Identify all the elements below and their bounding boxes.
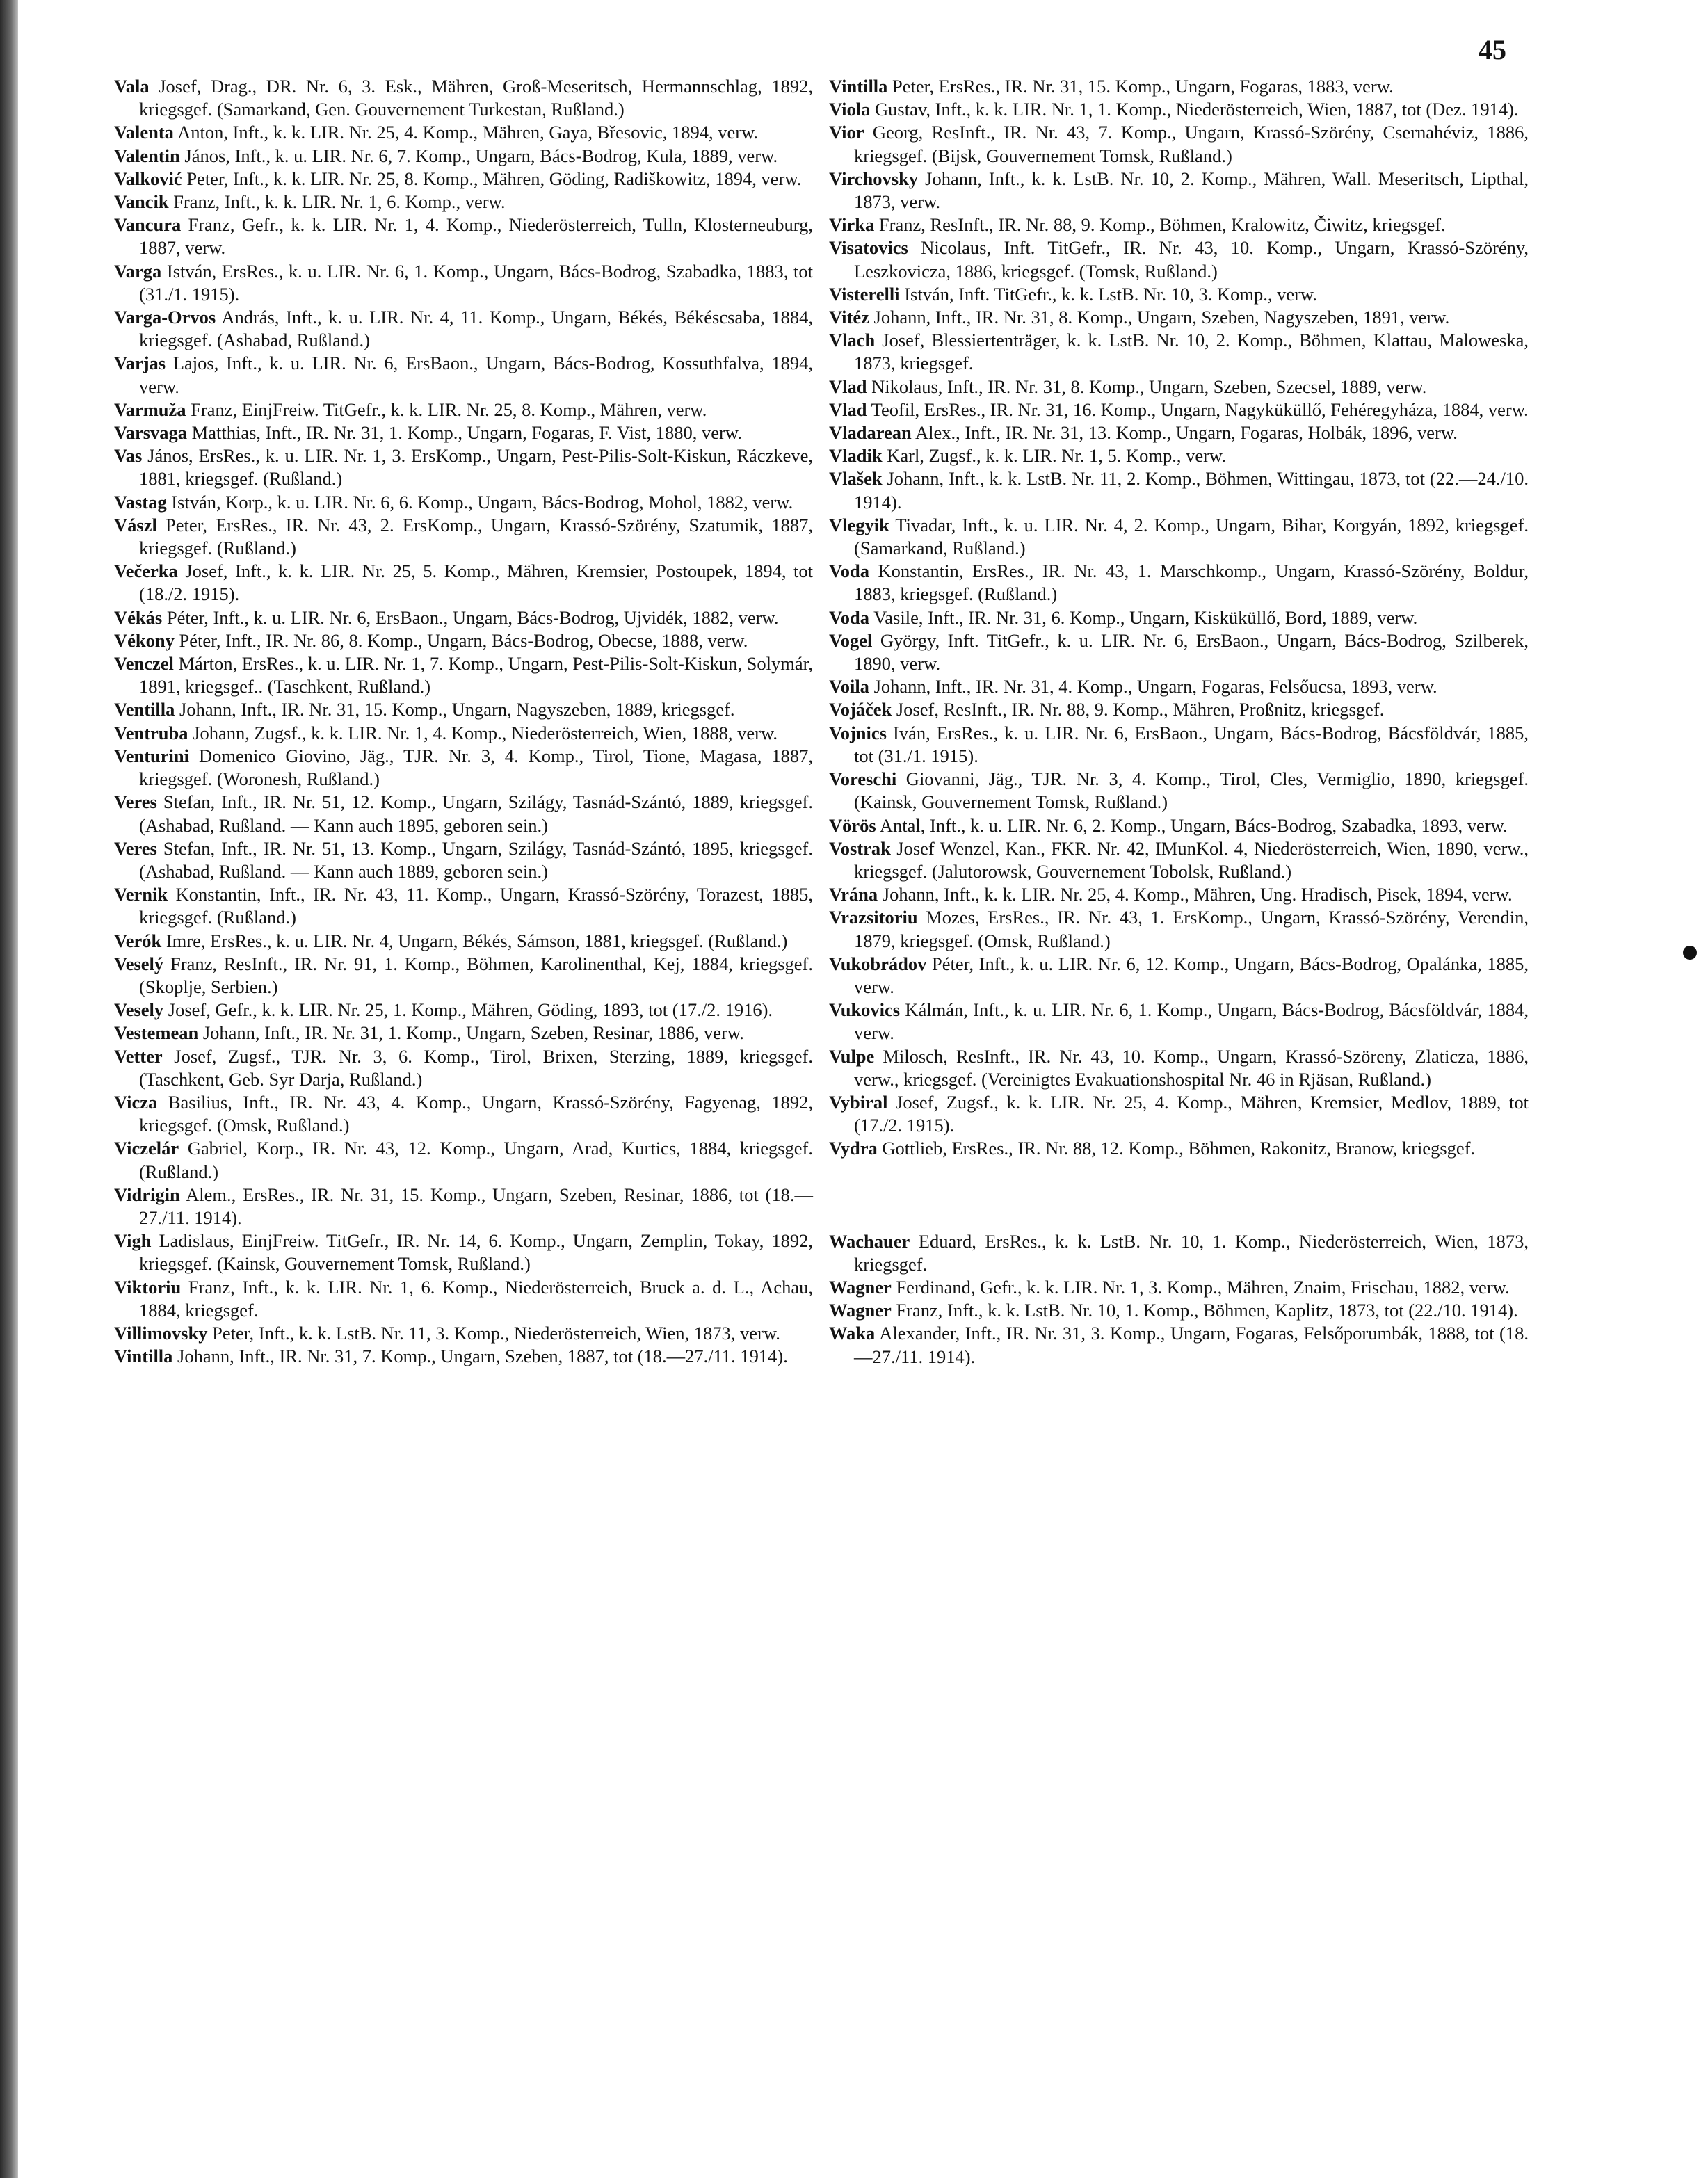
entry-details: Lajos, Inft., k. u. LIR. Nr. 6, ErsBaon., Ungarn, Bács-Bodrog, Kossuthfalva, 1894, verw. xyxy=(139,353,813,397)
register-entry xyxy=(114,121,813,144)
entry-details: István, ErsRes., k. u. LIR. Nr. 6, 1. Komp., Ungarn, Bács-Bodrog, Szabadka, 1883, tot (31./1. 1915). xyxy=(139,260,813,305)
register-entry xyxy=(829,329,1529,375)
entry-surname: Vékony xyxy=(114,629,175,651)
register-entry xyxy=(114,1045,813,1091)
entry-surname: Vidrigin xyxy=(114,1184,180,1205)
entry-details: Josef, Drag., DR. Nr. 6, 3. Esk., Mähren, Groß-Meseritsch, Hermannschlag, 1892, kriegsgef. (Samarkand, Gen. Gouvernement Turkestan, Rußland.) xyxy=(139,76,813,120)
right-column-w-entries xyxy=(829,1230,1529,1369)
register-entry xyxy=(114,306,813,352)
register-entry xyxy=(114,145,813,168)
entry-surname: Vojnics xyxy=(829,722,887,743)
entry-surname: Virka xyxy=(829,214,875,236)
entry-surname: Vörös xyxy=(829,814,876,836)
entry-surname: Vesely xyxy=(114,999,164,1021)
margin-dot xyxy=(1683,946,1697,960)
entry-surname: Venturini xyxy=(114,745,189,766)
entry-surname: Viola xyxy=(829,99,871,120)
left-column xyxy=(114,75,813,1368)
register-entry xyxy=(114,444,813,490)
entry-surname: Vlegyik xyxy=(829,514,889,535)
entry-details: Franz, ResInft., IR. Nr. 88, 9. Komp., Böhmen, Kralowitz, Čiwitz, kriegsgef. xyxy=(874,214,1446,236)
entry-surname: Vydra xyxy=(829,1138,878,1159)
entry-surname: Vior xyxy=(829,122,864,143)
entry-details: Giovanni, Jäg., TJR. Nr. 3, 4. Komp., Tirol, Cles, Vermiglio, 1890, kriegsgef. (Kainsk, Gouvernement Tomsk, Rußland.) xyxy=(854,768,1529,813)
register-entry xyxy=(114,1137,813,1183)
entry-surname: Vrazsitoriu xyxy=(829,907,918,928)
entry-surname: Ventruba xyxy=(114,722,188,743)
entry-surname: Voda xyxy=(829,606,869,628)
register-entry xyxy=(114,1229,813,1275)
entry-surname: Veres xyxy=(114,837,157,859)
register-entry xyxy=(829,421,1529,444)
entry-details: Anton, Inft., k. k. LIR. Nr. 25, 4. Komp., Mähren, Gaya, Břesovic, 1894, verw. xyxy=(173,122,759,143)
entry-surname: Veselý xyxy=(114,953,164,974)
register-entry xyxy=(114,629,813,652)
entry-details: Franz, Inft., k. k. LstB. Nr. 10, 1. Komp., Böhmen, Kaplitz, 1873, tot (22./10. 1914). xyxy=(891,1300,1518,1321)
register-entry xyxy=(114,1345,813,1368)
entry-details: Ladislaus, EinjFreiw. TitGefr., IR. Nr. 14, 6. Komp., Ungarn, Zemplin, Tokay, 1892, kriegsgef. (Kainsk, Gouvernement Tomsk, Rußland.) xyxy=(139,1230,813,1275)
entry-surname: Vogel xyxy=(829,629,873,651)
entry-details: Johann, Inft., k. k. LstB. Nr. 10, 2. Komp., Mähren, Wall. Meseritsch, Lipthal, 1873, verw. xyxy=(854,168,1529,213)
scan-edge-shadow xyxy=(0,0,18,2178)
register-entry xyxy=(114,745,813,791)
register-entry xyxy=(829,376,1529,398)
register-entry xyxy=(114,698,813,721)
entry-details: Johann, Inft., IR. Nr. 31, 8. Komp., Ungarn, Szeben, Nagyszeben, 1891, verw. xyxy=(869,307,1450,328)
entry-details: Stefan, Inft., IR. Nr. 51, 12. Komp., Ungarn, Szilágy, Tasnád-Szántó, 1889, kriegsgef. (Ashabad, Rußland. — Kann auch 1895, geboren sein.) xyxy=(139,791,813,836)
entry-details: Peter, ErsRes., IR. Nr. 31, 15. Komp., Ungarn, Fogaras, 1883, verw. xyxy=(887,76,1394,97)
entry-surname: Varga-Orvos xyxy=(114,307,216,328)
register-entry xyxy=(829,1299,1529,1322)
register-entry xyxy=(114,722,813,745)
entry-details: Franz, ResInft., IR. Nr. 91, 1. Komp., Böhmen, Karolinenthal, Kej, 1884, kriegsgef. (Skoplje, Serbien.) xyxy=(139,953,813,997)
entry-details: Josef, ResInft., IR. Nr. 88, 9. Komp., Mähren, Proßnitz, kriegsgef. xyxy=(892,699,1385,720)
entry-details: Johann, Inft., k. k. LstB. Nr. 11, 2. Komp., Böhmen, Wittingau, 1873, tot (22.—24./10. 1914). xyxy=(854,468,1529,513)
register-entry xyxy=(829,768,1529,814)
register-entry xyxy=(114,791,813,837)
entry-surname: Varjas xyxy=(114,353,166,374)
entry-surname: Vas xyxy=(114,445,143,467)
entry-surname: Venczel xyxy=(114,653,174,675)
entry-details: Franz, Gefr., k. k. LIR. Nr. 1, 4. Komp., Niederösterreich, Tulln, Klosterneuburg, 1887, verw. xyxy=(139,214,813,259)
entry-details: Franz, Inft., k. k. LIR. Nr. 1, 6. Komp., verw. xyxy=(168,191,506,213)
entry-surname: Vancura xyxy=(114,214,182,236)
entry-details: Peter, Inft., k. k. LIR. Nr. 25, 8. Komp., Mähren, Göding, Radiškowitz, 1894, verw. xyxy=(182,168,802,189)
entry-surname: Villimovsky xyxy=(114,1322,208,1344)
entry-details: Johann, Inft., IR. Nr. 31, 1. Komp., Ungarn, Szeben, Resinar, 1886, verw. xyxy=(198,1022,744,1044)
entry-details: Johann, Zugsf., k. k. LIR. Nr. 1, 4. Komp., Niederösterreich, Wien, 1888, verw. xyxy=(188,722,778,743)
register-entry xyxy=(114,999,813,1022)
register-entry xyxy=(114,883,813,929)
register-entry xyxy=(114,514,813,560)
entry-surname: Varsvaga xyxy=(114,422,188,444)
register-entry xyxy=(829,467,1529,513)
entry-surname: Vetter xyxy=(114,1045,163,1067)
register-entry xyxy=(114,491,813,514)
register-entry xyxy=(114,75,813,121)
register-entry xyxy=(114,398,813,421)
register-entry xyxy=(114,606,813,629)
register-entry xyxy=(829,1137,1529,1160)
entry-surname: Wagner xyxy=(829,1276,892,1298)
register-entry xyxy=(829,953,1529,999)
entry-details: Josef Wenzel, Kan., FKR. Nr. 42, IMunKol. 4, Niederösterreich, Wien, 1890, verw., kriegsgef. (Jalutorowsk, Gouvernement Tobolsk, Rußland.) xyxy=(854,837,1529,882)
entry-details: Imre, ErsRes., k. u. LIR. Nr. 4, Ungarn, Békés, Sámson, 1881, kriegsgef. (Rußland.) xyxy=(161,930,788,951)
entry-surname: Vybiral xyxy=(829,1091,888,1113)
entry-surname: Voila xyxy=(829,676,869,697)
entry-details: Josef, Gefr., k. k. LIR. Nr. 25, 1. Komp., Mähren, Göding, 1893, tot (17./2. 1916). xyxy=(163,999,773,1021)
entry-details: Alex., Inft., IR. Nr. 31, 13. Komp., Ungarn, Fogaras, Holbák, 1896, verw. xyxy=(911,422,1458,444)
entry-surname: Viktoriu xyxy=(114,1276,182,1298)
entry-details: István, Korp., k. u. LIR. Nr. 6, 6. Komp., Ungarn, Bács-Bodrog, Mohol, 1882, verw. xyxy=(166,491,793,513)
register-entry xyxy=(829,213,1529,236)
register-entry xyxy=(114,652,813,698)
entry-surname: Vlad xyxy=(829,376,867,397)
register-entry xyxy=(114,260,813,306)
register-entry xyxy=(114,953,813,999)
entry-details: Péter, Inft., k. u. LIR. Nr. 6, ErsBaon., Ungarn, Bács-Bodrog, Ujvidék, 1882, verw. xyxy=(162,606,779,628)
entry-details: Milosch, ResInft., IR. Nr. 43, 10. Komp., Ungarn, Krassó-Szöreny, Zlaticza, 1886, verw., kriegsgef. (Vereinigtes Evakuationshospital Nr. 46 in Rjäsan, Rußland.) xyxy=(854,1045,1529,1090)
entry-surname: Vastag xyxy=(114,491,167,513)
entry-surname: Vala xyxy=(114,76,150,97)
entry-surname: Verók xyxy=(114,930,162,951)
register-entry xyxy=(829,722,1529,768)
register-entry xyxy=(829,98,1529,121)
entry-surname: Vlašek xyxy=(829,468,883,490)
entry-details: Kálmán, Inft., k. u. LIR. Nr. 6, 1. Komp., Ungarn, Bács-Bodrog, Bácsföldvár, 1884, verw. xyxy=(854,999,1529,1044)
entry-surname: Vlad xyxy=(829,398,867,420)
entry-details: Alem., ErsRes., IR. Nr. 31, 15. Komp., Ungarn, Szeben, Resinar, 1886, tot (18.—27./11. 1914). xyxy=(139,1184,813,1228)
entry-surname: Viczelár xyxy=(114,1138,179,1159)
entry-details: Stefan, Inft., IR. Nr. 51, 13. Komp., Ungarn, Szilágy, Tasnád-Szántó, 1895, kriegsgef. (Ashabad, Rußland. — Kann auch 1889, geboren sein.) xyxy=(139,837,813,882)
register-entry xyxy=(829,675,1529,698)
entry-details: István, Inft. TitGefr., k. k. LstB. Nr. 10, 3. Komp., verw. xyxy=(899,283,1317,305)
entry-surname: Visatovics xyxy=(829,237,908,259)
register-entry xyxy=(829,75,1529,98)
register-entry xyxy=(829,560,1529,606)
entry-details: Domenico Giovino, Jäg., TJR. Nr. 3, 4. Komp., Tirol, Tione, Magasa, 1887, kriegsgef. (Woronesh, Rußland.) xyxy=(139,745,813,790)
register-entry xyxy=(114,191,813,213)
entry-details: Josef, Zugsf., k. k. LIR. Nr. 25, 4. Komp., Mähren, Kremsier, Medlov, 1889, tot (17./2. 1915). xyxy=(854,1091,1529,1136)
entry-surname: Vulpe xyxy=(829,1045,875,1067)
entry-surname: Vukobrádov xyxy=(829,953,927,974)
register-entry xyxy=(829,1091,1529,1137)
register-entry xyxy=(829,236,1529,282)
entry-details: Gustav, Inft., k. k. LIR. Nr. 1, 1. Komp., Niederösterreich, Wien, 1887, tot (Dez. 1914). xyxy=(870,99,1519,120)
entry-details: Vasile, Inft., IR. Nr. 31, 6. Komp., Ungarn, Kisküküllő, Bord, 1889, verw. xyxy=(869,606,1418,628)
entry-details: Antal, Inft., k. u. LIR. Nr. 6, 2. Komp., Ungarn, Bács-Bodrog, Szabadka, 1893, verw. xyxy=(876,814,1508,836)
register-entry xyxy=(114,352,813,398)
entry-surname: Waka xyxy=(829,1323,876,1344)
entry-details: Johann, Inft., IR. Nr. 31, 15. Komp., Ungarn, Nagyszeben, 1889, kriegsgef. xyxy=(175,699,735,720)
entry-details: János, Inft., k. u. LIR. Nr. 6, 7. Komp., Ungarn, Bács-Bodrog, Kula, 1889, verw. xyxy=(179,145,778,166)
entry-surname: Vászl xyxy=(114,514,157,535)
entry-details: Franz, EinjFreiw. TitGefr., k. k. LIR. Nr. 25, 8. Komp., Mähren, verw. xyxy=(186,398,707,420)
entry-surname: Vernik xyxy=(114,884,168,905)
page-number: 45 xyxy=(1479,34,1506,65)
register-entry xyxy=(114,1022,813,1044)
register-entry xyxy=(829,606,1529,629)
register-entry xyxy=(829,121,1529,167)
register-entry xyxy=(114,1091,813,1137)
entry-surname: Valenta xyxy=(114,122,174,143)
entry-surname: Valentin xyxy=(114,145,180,166)
entry-surname: Vigh xyxy=(114,1230,152,1252)
entry-surname: Vladik xyxy=(829,445,883,467)
entry-surname: Voda xyxy=(829,560,869,582)
register-entry xyxy=(829,514,1529,560)
register-entry xyxy=(114,560,813,606)
entry-details: Karl, Zugsf., k. k. LIR. Nr. 1, 5. Komp., verw. xyxy=(882,445,1226,467)
entry-details: Eduard, ErsRes., k. k. LstB. Nr. 10, 1. Komp., Niederösterreich, Wien, 1873, kriegsgef. xyxy=(854,1230,1529,1275)
right-column xyxy=(829,75,1529,1369)
register-entry xyxy=(114,837,813,883)
entry-surname: Vojáček xyxy=(829,699,892,720)
entry-details: Peter, ErsRes., IR. Nr. 43, 2. ErsKomp., Ungarn, Krassó-Szörény, Szatumik, 1887, kriegsgef. (Rußland.) xyxy=(139,514,813,559)
register-entry xyxy=(829,1045,1529,1091)
entry-surname: Visterelli xyxy=(829,283,900,305)
entry-surname: Vukovics xyxy=(829,999,901,1021)
entry-details: Johann, Inft., IR. Nr. 31, 7. Komp., Ungarn, Szeben, 1887, tot (18.—27./11. 1914). xyxy=(172,1346,788,1367)
entry-details: Ferdinand, Gefr., k. k. LIR. Nr. 1, 3. Komp., Mähren, Znaim, Frischau, 1882, verw. xyxy=(891,1276,1510,1298)
entry-details: Nicolaus, Inft. TitGefr., IR. Nr. 43, 10. Komp., Ungarn, Krassó-Szörény, Leszkovicza, 1886, kriegsgef. (Tomsk, Rußland.) xyxy=(854,237,1529,282)
register-entry xyxy=(829,906,1529,952)
entry-details: Gottlieb, ErsRes., IR. Nr. 88, 12. Komp., Böhmen, Rakonitz, Branow, kriegsgef. xyxy=(877,1138,1476,1159)
entry-surname: Vintilla xyxy=(829,76,888,97)
register-entry xyxy=(114,168,813,191)
entry-surname: Vékás xyxy=(114,606,163,628)
register-entry xyxy=(829,168,1529,213)
register-entry xyxy=(829,698,1529,721)
entry-surname: Voreschi xyxy=(829,768,897,790)
entry-details: András, Inft., k. u. LIR. Nr. 4, 11. Komp., Ungarn, Békés, Békéscsaba, 1884, kriegsgef. (Ashabad, Rußland.) xyxy=(139,307,813,351)
entry-details: János, ErsRes., k. u. LIR. Nr. 1, 3. ErsKomp., Ungarn, Pest-Pilis-Solt-Kiskun, Ráczkeve, 1881, kriegsgef. (Rußland.) xyxy=(139,445,813,490)
entry-details: Johann, Inft., k. k. LIR. Nr. 25, 4. Komp., Mähren, Ung. Hradisch, Pisek, 1894, verw. xyxy=(878,884,1513,905)
entry-surname: Varga xyxy=(114,260,162,282)
register-entry xyxy=(829,999,1529,1044)
entry-details: Teofil, ErsRes., IR. Nr. 31, 16. Komp., Ungarn, Nagyküküllő, Fehéregyháza, 1884, verw. xyxy=(867,398,1529,420)
entry-surname: Vancik xyxy=(114,191,169,213)
entry-surname: Veres xyxy=(114,791,157,813)
entry-details: Josef, Blessiertenträger, k. k. LstB. Nr. 10, 2. Komp., Böhmen, Klattau, Maloweska, 1873, kriegsgef. xyxy=(854,330,1529,374)
register-entry xyxy=(829,814,1529,837)
entry-details: György, Inft. TitGefr., k. u. LIR. Nr. 6, ErsBaon., Ungarn, Bács-Bodrog, Szilberek, 1890, verw. xyxy=(854,629,1529,675)
entry-surname: Varmuža xyxy=(114,398,186,420)
register-entry xyxy=(829,883,1529,906)
register-entry xyxy=(829,1322,1529,1368)
register-entry xyxy=(829,837,1529,883)
entry-details: Josef, Inft., k. k. LIR. Nr. 25, 5. Komp., Mähren, Kremsier, Postoupek, 1894, tot (18./2. 1915). xyxy=(139,560,813,605)
entry-surname: Ventilla xyxy=(114,699,175,720)
register-entry xyxy=(114,421,813,444)
entry-details: Gabriel, Korp., IR. Nr. 43, 12. Komp., Ungarn, Arad, Kurtics, 1884, kriegsgef. (Rußland.) xyxy=(139,1138,813,1182)
entry-details: Josef, Zugsf., TJR. Nr. 3, 6. Komp., Tirol, Brixen, Sterzing, 1889, kriegsgef. (Taschkent, Geb. Syr Darja, Rußland.) xyxy=(139,1045,813,1090)
entry-details: Georg, ResInft., IR. Nr. 43, 7. Komp., Ungarn, Krassó-Szörény, Csernahéviz, 1886, kriegsgef. (Bijsk, Gouvernement Tomsk, Rußland.) xyxy=(854,122,1529,166)
entry-details: Peter, Inft., k. k. LstB. Nr. 11, 3. Komp., Niederösterreich, Wien, 1873, verw. xyxy=(207,1322,780,1344)
entry-surname: Vintilla xyxy=(114,1346,173,1367)
entry-surname: Wagner xyxy=(829,1300,892,1321)
entry-details: Péter, Inft., IR. Nr. 86, 8. Komp., Ungarn, Bács-Bodrog, Obecse, 1888, verw. xyxy=(174,629,748,651)
register-entry xyxy=(829,398,1529,421)
entry-details: Konstantin, Inft., IR. Nr. 43, 11. Komp., Ungarn, Krassó-Szörény, Torazest, 1885, kriegsgef. (Rußland.) xyxy=(139,884,813,928)
entry-surname: Virchovsky xyxy=(829,168,919,189)
entry-surname: Vitéz xyxy=(829,307,869,328)
entry-details: Konstantin, ErsRes., IR. Nr. 43, 1. Marschkomp., Ungarn, Krassó-Szörény, Boldur, 1883, kriegsgef. (Rußland.) xyxy=(854,560,1529,605)
register-entry xyxy=(829,1230,1529,1276)
register-entry xyxy=(114,213,813,259)
entry-details: Franz, Inft., k. k. LIR. Nr. 1, 6. Komp., Niederösterreich, Bruck a. d. L., Achau, 1884, kriegsgef. xyxy=(139,1276,813,1321)
register-entry xyxy=(114,930,813,953)
section-gap xyxy=(829,1161,1529,1230)
entry-details: Johann, Inft., IR. Nr. 31, 4. Komp., Ungarn, Fogaras, Felsőucsa, 1893, verw. xyxy=(869,676,1437,697)
register-entry xyxy=(829,444,1529,467)
register-entry xyxy=(829,629,1529,675)
register-entry xyxy=(114,1184,813,1229)
entry-details: Mozes, ErsRes., IR. Nr. 43, 1. ErsKomp., Ungarn, Krassó-Szörény, Verendin, 1879, kriegsgef. (Omsk, Rußland.) xyxy=(854,907,1529,951)
entry-details: Márton, ErsRes., k. u. LIR. Nr. 1, 7. Komp., Ungarn, Pest-Pilis-Solt-Kiskun, Solymár, 1891, kriegsgef.. (Taschkent, Rußland.) xyxy=(139,653,813,697)
entry-surname: Večerka xyxy=(114,560,178,582)
register-entry xyxy=(829,306,1529,329)
entry-details: Tivadar, Inft., k. u. LIR. Nr. 4, 2. Komp., Ungarn, Bihar, Korgyán, 1892, kriegsgef. (Samarkand, Rußland.) xyxy=(854,514,1529,559)
right-column-v-entries xyxy=(829,75,1529,1161)
register-entry xyxy=(829,283,1529,306)
register-entry xyxy=(114,1276,813,1322)
register-entry xyxy=(829,1276,1529,1299)
entry-surname: Wachauer xyxy=(829,1230,910,1252)
entry-details: Alexander, Inft., IR. Nr. 31, 3. Komp., Ungarn, Fogaras, Felsőporumbák, 1888, tot (18.—27./11. 1914). xyxy=(854,1323,1529,1367)
entry-details: Nikolaus, Inft., IR. Nr. 31, 8. Komp., Ungarn, Szeben, Szecsel, 1889, verw. xyxy=(867,376,1427,397)
entry-details: Matthias, Inft., IR. Nr. 31, 1. Komp., Ungarn, Fogaras, F. Vist, 1880, verw. xyxy=(187,422,742,444)
entry-details: Péter, Inft., k. u. LIR. Nr. 6, 12. Komp., Ungarn, Bács-Bodrog, Opalánka, 1885, verw. xyxy=(854,953,1529,997)
entry-surname: Vicza xyxy=(114,1091,158,1113)
entry-surname: Vostrak xyxy=(829,837,891,859)
entry-details: Basilius, Inft., IR. Nr. 43, 4. Komp., Ungarn, Krassó-Szörény, Fagyenag, 1892, kriegsgef. (Omsk, Rußland.) xyxy=(139,1091,813,1136)
entry-surname: Vladarean xyxy=(829,422,912,444)
entry-surname: Valković xyxy=(114,168,182,189)
entry-surname: Vestemean xyxy=(114,1022,199,1044)
entry-details: Iván, ErsRes., k. u. LIR. Nr. 6, ErsBaon., Ungarn, Bács-Bodrog, Bácsföldvár, 1885, tot (31./1. 1915). xyxy=(854,722,1529,766)
register-entry xyxy=(114,1322,813,1345)
entry-surname: Vrána xyxy=(829,884,878,905)
entry-surname: Vlach xyxy=(829,330,876,351)
